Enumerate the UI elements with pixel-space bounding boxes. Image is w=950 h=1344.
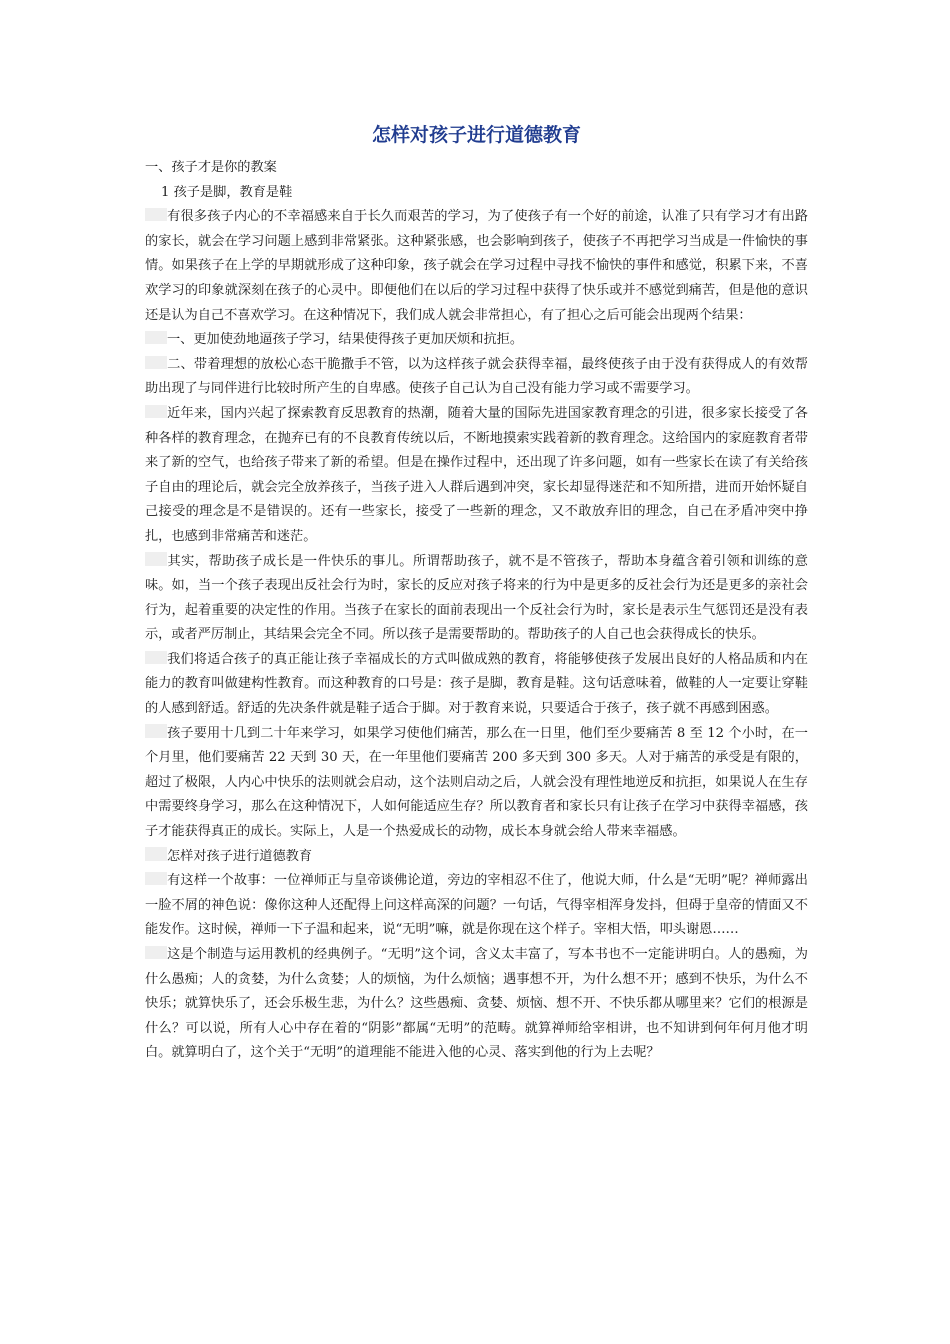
paragraph-5: 其实，帮助孩子成长是一件快乐的事儿。所谓帮助孩子，就不是不管孩子，帮助本身蕴含着引领和训练的意味。如，当一个孩子表现出反社会行为时，家长的反应对孩子将来的行为中是更多的反社会行为还是更多的亲社会行为，起着重要的决定性的作用。当孩子在家长的面前表现出一个反社会行为时，家长是表示生气惩罚还是没有表示，或者严厉制止，其结果会完全不同。所以孩子是需要帮助的。帮助孩子的人自己也会获得成长的快乐。 <box>145 553 808 643</box>
paragraph-3: 二、带着理想的放松心态干脆撒手不管，以为这样孩子就会获得幸福，最终使孩子由于没有获得成人的有效帮助出现了与同伴进行比较时所产生的自卑感。使孩子自己认为自己没有能力学习或不需要学习。 <box>145 356 808 397</box>
section-heading: 一、孩子才是你的教案 <box>145 160 277 175</box>
section-subtitle: 怎样对孩子进行道德教育 <box>145 845 808 870</box>
indent-marker <box>145 331 167 344</box>
paragraph-1: 有很多孩子内心的不幸福感来自于长久而艰苦的学习，为了使孩子有一个好的前途，认准了只有学习才有出路的家长，就会在学习问题上感到非常紧张。这种紧张感，也会影响到孩子，使孩子不再把学习当成是一件愉快的事情。如果孩子在上学的早期就形成了这种印象，孩子就会在学习过程中寻找不愉快的事件和感觉，积累下来，不喜欢学习的印象就深刻在孩子的心灵中。即便他们在以后的学习过程中获得了快乐或并不感觉到痛苦，但是他的意识还是认为自己不喜欢学习。在这种情况下，我们成人就会非常担心，有了担心之后可能会出现两个结果： <box>145 209 808 323</box>
indent-marker <box>145 946 167 959</box>
indent-marker <box>145 847 167 860</box>
indent-marker <box>145 724 167 737</box>
indent-marker <box>145 872 167 885</box>
indent-marker <box>145 208 167 221</box>
paragraph-8: 有这样一个故事：一位禅师正与皇帝谈佛论道，旁边的宰相忍不住了，他说大师，什么是“无明”呢？禅师露出一脸不屑的神色说：像你这种人还配得上问这样高深的问题？一句话，气得宰相浑身发抖，但碍于皇帝的情面又不能发作。这时候，禅师一下子温和起来，说“无明”嘛，就是你现在这个样子。宰相大悟，叩头谢恩…… <box>145 873 808 938</box>
indent-marker <box>145 356 167 369</box>
indent-marker <box>145 651 167 664</box>
indent-marker <box>145 552 167 565</box>
paragraph-2: 一、更加使劲地逼孩子学习，结果使得孩子更加厌烦和抗拒。 <box>145 328 808 353</box>
paragraph-7: 孩子要用十几到二十年来学习，如果学习使他们痛苦，那么在一日里，他们至少要痛苦 8 至 12 个小时，在一个月里，他们要痛苦 22 天到 30 天，在一年里他们要痛苦 200 多天到 300 多天。人对于痛苦的承受是有限的，超过了极限，人内心中快乐的法则就会启动，这个法则启动之后，人就会没有理性地逆反和抗拒，如果说人在生存中需要终身学习，那么在这种情况下，人如何能适应生存？所以教育者和家长只有让孩子在学习中获得幸福感，孩子才能获得真正的成长。实际上，人是一个热爱成长的动物，成长本身就会给人带来幸福感。 <box>145 725 808 840</box>
paragraph-9: 这是个制造与运用教机的经典例子。“无明”这个词，含义太丰富了，写本书也不一定能讲明白。人的愚痴，为什么愚痴；人的贪婪，为什么贪婪；人的烦恼，为什么烦恼；遇事想不开，为什么想不开；感到不快乐，为什么不快乐；就算快乐了，还会乐极生悲，为什么？这些愚痴、贪婪、烦恼、想不开、不快乐都从哪里来？它们的根源是什么？可以说，所有人心中存在着的“阴影”都属“无明”的范畴。就算禅师给宰相讲，也不知讲到何年何月他才明白。就算明白了，这个关于“无明”的道理能不能进入他的心灵、落实到他的行为上去呢？ <box>145 947 808 1061</box>
paragraph-6: 我们将适合孩子的真正能让孩子幸福成长的方式叫做成熟的教育，将能够使孩子发展出良好的人格品质和内在能力的教育叫做建构性教育。而这种教育的口号是：孩子是脚，教育是鞋。这句话意味着，做鞋的人一定要让穿鞋的人感到舒适。舒适的先决条件就是鞋子适合于脚。对于教育来说，只要适合于孩子，孩子就不再感到困惑。 <box>145 651 808 717</box>
indent-marker <box>145 405 167 418</box>
subsection-heading: 1 孩子是脚，教育是鞋 <box>161 184 293 200</box>
document-page <box>145 118 808 1066</box>
paragraph-4: 近年来，国内兴起了探索教育反思教育的热潮，随着大量的国际先进国家教育理念的引进，很多家长接受了各种各样的教育理念，在抛弃已有的不良教育传统以后，不断地摸索实践着新的教育理念。这给国内的家庭教育者带来了新的空气，也给孩子带来了新的希望。但是在操作过程中，还出现了许多问题，如有一些家长在读了有关给孩子自由的理论后，就会完全放养孩子，当孩子进入人群后遇到冲突，家长却显得迷茫和不知所措，进而开始怀疑自己接受的理念是不是错误的。还有一些家长，接受了一些新的理念，又不敢放弃旧的理念，自己在矛盾冲突中挣扎，也感到非常痛苦和迷茫。 <box>145 405 808 544</box>
document-title: 怎样对孩子进行道德教育 <box>371 124 581 146</box>
